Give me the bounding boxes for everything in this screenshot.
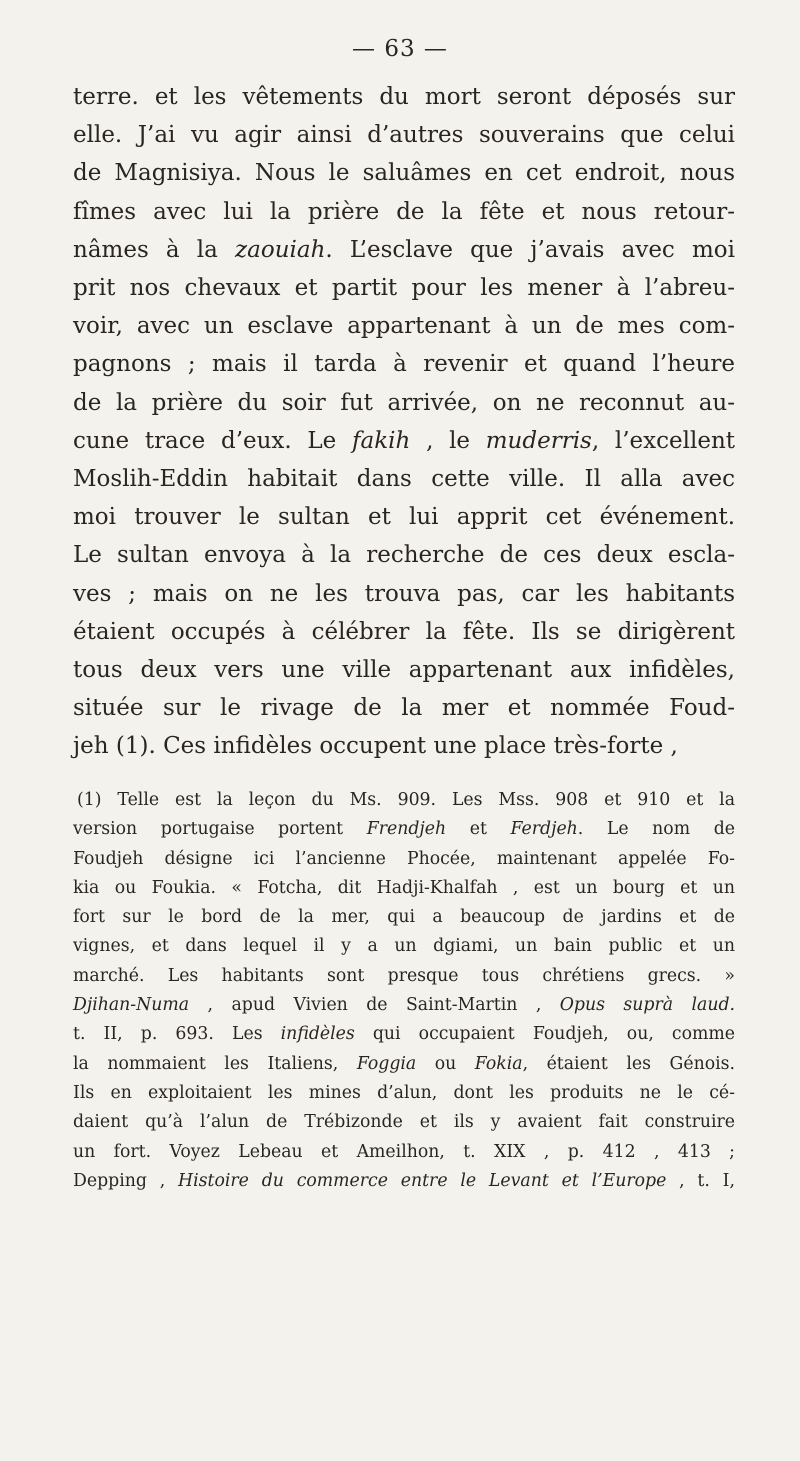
text-line	[73, 116, 735, 154]
text-run: daient qu’à l’alun de Trébizonde et ils y avaient fait construire	[73, 1112, 735, 1133]
text-run: elle. J’ai vu agir ainsi d’autres souverains que celui	[73, 122, 735, 149]
footnote-line	[73, 962, 735, 991]
text-run: terre. et les vêtements du mort seront déposés sur	[73, 84, 735, 110]
text-line	[73, 269, 735, 307]
text-run: de la prière du soir fut arrivée, on ne reconnut au-	[73, 389, 735, 416]
text-run: moi trouver le sultan et lui apprit cet événement.	[73, 504, 735, 531]
text-run: cune trace d’eux. Le	[73, 427, 353, 454]
italic-text: Ferdjeh	[510, 819, 578, 840]
footnote-line	[73, 991, 735, 1020]
text-run: , t. I,	[666, 1170, 735, 1191]
text-line	[73, 498, 735, 536]
footnote-line	[73, 1167, 735, 1196]
text-run: voir, avec un esclave appartenant à un de mes com-	[73, 313, 735, 340]
italic-text: Fokia	[474, 1053, 523, 1074]
italic-text: infidèles	[280, 1024, 355, 1045]
text-line	[73, 613, 735, 651]
footnote-line	[73, 1138, 735, 1167]
page-number: — 63 —	[352, 36, 448, 62]
text-line	[73, 460, 735, 498]
text-run: fort sur le bord de la mer, qui a beaucoup de jardins et de	[73, 907, 735, 928]
italic-text: Histoire du commerce entre le Levant et l’Europe	[178, 1170, 667, 1191]
text-line	[73, 536, 735, 574]
text-line	[73, 575, 735, 613]
footnote-line	[73, 903, 735, 932]
text-run: tous deux vers une ville appartenant aux infidèles,	[73, 657, 735, 684]
text-run: fîmes avec lui la prière de la fête et nous retour-	[73, 198, 735, 225]
text-run: nâmes à la	[73, 236, 236, 263]
text-run: Moslih-Eddin habitait dans cette ville. Il alla avec	[73, 466, 735, 493]
text-run: , l’excellent	[591, 427, 735, 454]
text-run: . L’esclave que j’avais avec moi	[325, 236, 735, 263]
italic-text: Foggia	[356, 1053, 417, 1074]
text-line	[73, 78, 735, 116]
text-run: un fort. Voyez Lebeau et Ameilhon, t. XIX , p. 412 , 413 ;	[73, 1141, 735, 1162]
text-run: la nommaient les Italiens,	[73, 1053, 357, 1074]
text-run: de Magnisiya. Nous le saluâmes en cet endroit, nous	[73, 160, 735, 187]
text-run: (1) Telle est la leçon du Ms. 909. Les Mss. 908 et 910 et la	[77, 790, 735, 810]
text-line	[73, 727, 735, 765]
footnote-line	[73, 786, 735, 815]
text-run: ou	[416, 1053, 475, 1074]
text-run: Ils en exploitaient les mines d’alun, dont les produits ne le cé-	[73, 1082, 735, 1103]
text-line	[73, 689, 735, 727]
text-run: Le sultan envoya à la recherche de ces deux escla-	[73, 542, 735, 569]
text-run: , apud Vivien de Saint-Martin ,	[189, 995, 560, 1016]
text-line	[73, 422, 735, 460]
text-line	[73, 384, 735, 422]
text-line	[73, 193, 735, 231]
footnote-line	[73, 815, 735, 844]
text-line	[73, 231, 735, 269]
text-run: prit nos chevaux et partit pour les mener à l’abreu-	[73, 275, 735, 302]
footnote-line	[73, 1050, 735, 1079]
footnote-line	[73, 1020, 735, 1049]
text-run: , étaient les Génois.	[522, 1053, 735, 1074]
text-line	[73, 345, 735, 383]
text-run: version portugaise portent	[73, 819, 367, 840]
text-run: et	[446, 819, 511, 840]
italic-text: Djihan-Numa	[73, 995, 190, 1016]
text-run: ves ; mais on ne les trouva pas, car les habitants	[73, 580, 735, 607]
text-run: située sur le rivage de la mer et nommée Foud-	[73, 695, 735, 722]
footnote-line	[73, 932, 735, 961]
text-run: t. II, p. 693. Les	[73, 1024, 281, 1045]
text-run: . Le nom de	[577, 819, 735, 840]
text-run: kia ou Foukia. « Fotcha, dit Hadji-Khalfah , est un bourg et un	[73, 877, 735, 898]
text-line	[73, 651, 735, 689]
text-run: qui occupaient Foudjeh, ou, comme	[354, 1024, 735, 1045]
italic-text: Opus suprà laud.	[559, 995, 736, 1016]
italic-text: Frendjeh	[366, 819, 447, 840]
footnote-line	[73, 845, 735, 874]
footnote-line	[73, 874, 735, 903]
text-run: pagnons ; mais il tarda à revenir et quand l’heure	[73, 351, 735, 378]
text-run: Depping ,	[73, 1170, 179, 1191]
footnote	[73, 786, 735, 1196]
main-text	[73, 78, 735, 766]
footnote-line	[73, 1108, 735, 1137]
italic-text: zaouiah	[235, 236, 326, 263]
text-run: , le	[410, 427, 486, 454]
text-run: étaient occupés à célébrer la fête. Ils se dirigèrent	[73, 618, 735, 645]
text-run: jeh (1). Ces infidèles occupent une place très-forte ,	[73, 733, 678, 760]
italic-text: muderris	[485, 427, 592, 454]
text-line	[73, 307, 735, 345]
footnote-line	[73, 1079, 735, 1108]
italic-text: fakih	[352, 427, 411, 454]
text-run: marché. Les habitants sont presque tous chrétiens grecs. »	[73, 965, 735, 986]
text-line	[73, 154, 735, 192]
text-run: vignes, et dans lequel il y a un dgiami, un bain public et un	[73, 936, 735, 957]
text-run: Foudjeh désigne ici l’ancienne Phocée, maintenant appelée Fo-	[73, 848, 735, 869]
